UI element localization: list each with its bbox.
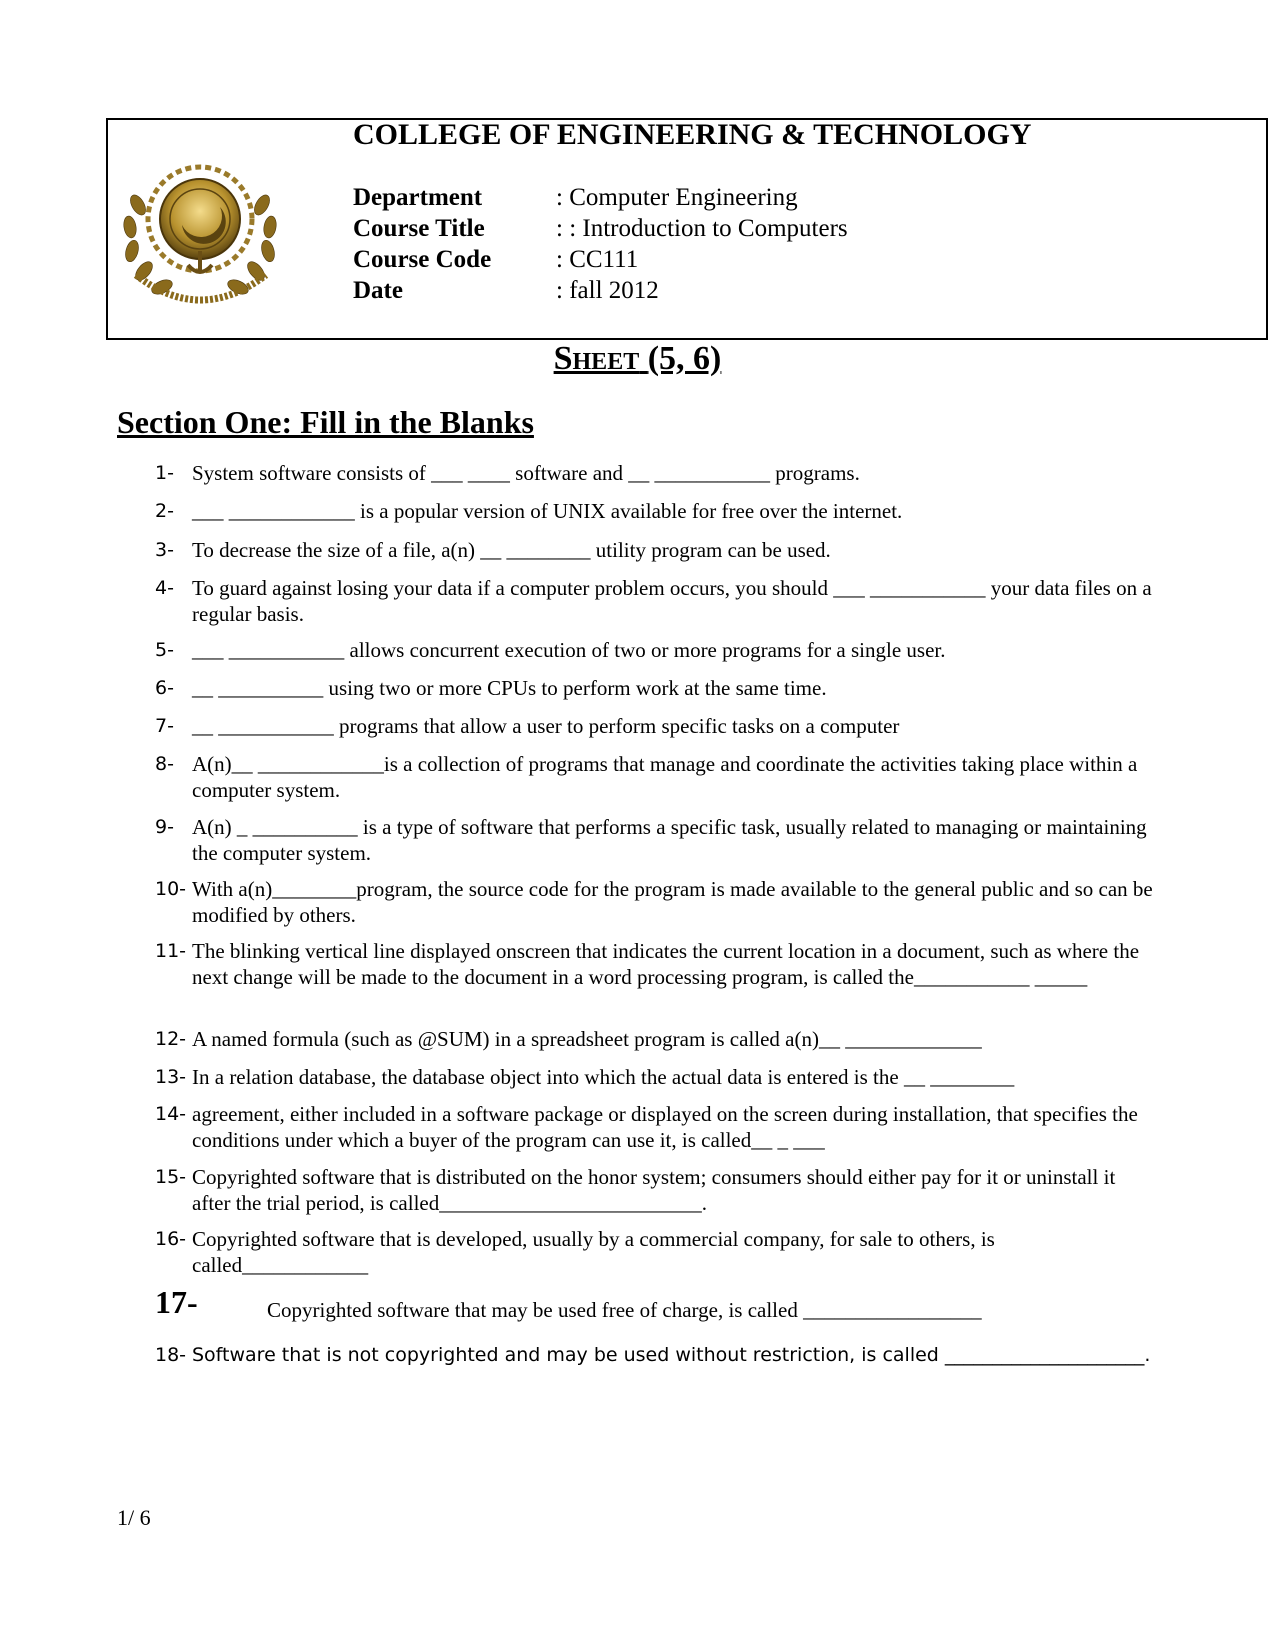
info-value: : fall 2012 bbox=[556, 277, 659, 304]
question-number: 8- bbox=[155, 753, 174, 775]
page-number: 1/ 6 bbox=[117, 1505, 151, 1530]
question-number: 3- bbox=[155, 539, 174, 561]
question-number: 6- bbox=[155, 677, 174, 699]
question-number: 11- bbox=[155, 940, 187, 962]
question-number: 12- bbox=[155, 1028, 187, 1050]
question-number: 4- bbox=[155, 577, 174, 599]
info-value: : Computer Engineering bbox=[556, 184, 798, 211]
question-text: To guard against losing your data if a computer problem occurs, you should ___ ___________ your data files on a regular basis. bbox=[192, 576, 1152, 626]
question-number: 13- bbox=[155, 1066, 187, 1088]
question-text: Software that is not copyrighted and may be used without restriction, is called _____________________. bbox=[192, 1344, 1151, 1366]
info-label: Course Code bbox=[353, 246, 492, 273]
question-text: A(n)__ ____________is a collection of programs that manage and coordinate the activities taking place within a computer system. bbox=[192, 752, 1138, 802]
question-text: agreement, either included in a software package or displayed on the screen during installation, that specifies the conditions under which a buyer of the program can use it, is called__ _ ___ bbox=[192, 1102, 1138, 1152]
info-label: Date bbox=[353, 277, 403, 304]
question-text: The blinking vertical line displayed onscreen that indicates the current location in a document, such as where the next change will be made to the document in a word processing program, is called the___________ _____ bbox=[192, 939, 1140, 989]
question-text: ___ ___________ allows concurrent execution of two or more programs for a single user. bbox=[192, 638, 946, 662]
question-number: 16- bbox=[155, 1228, 187, 1250]
question-number: 15- bbox=[155, 1166, 187, 1188]
info-label: Department bbox=[353, 184, 483, 211]
info-value: : CC111 bbox=[556, 246, 639, 273]
question-text: With a(n)________program, the source code for the program is made available to the general public and so can be modified by others. bbox=[192, 877, 1153, 927]
question-number: 18- bbox=[155, 1344, 187, 1366]
question-number: 17- bbox=[155, 1284, 198, 1320]
sheet-numbers: (5, 6) bbox=[647, 340, 722, 377]
section-title: Section One: Fill in the Blanks bbox=[117, 404, 534, 440]
question-number: 2- bbox=[155, 500, 174, 522]
university-seal-icon bbox=[116, 155, 284, 313]
question-number: 5- bbox=[155, 639, 174, 661]
question-text: A named formula (such as @SUM) in a spreadsheet program is called a(n)__ _____________ bbox=[192, 1027, 982, 1051]
question-number: 1- bbox=[155, 462, 174, 484]
question-text: To decrease the size of a file, a(n) __ ________ utility program can be used. bbox=[192, 538, 831, 562]
college-name: COLLEGE OF ENGINEERING & TECHNOLOGY bbox=[353, 118, 1032, 151]
question-text: In a relation database, the database object into which the actual data is entered is the __ ________ bbox=[192, 1065, 1015, 1089]
info-value: : : Introduction to Computers bbox=[556, 215, 848, 242]
sheet-title bbox=[0, 340, 1275, 378]
question-text: Copyrighted software that is developed, usually by a commercial company, for sale to others, is called____________ bbox=[192, 1227, 995, 1277]
sheet-word: Sheet bbox=[553, 340, 640, 377]
question-text: A(n) _ __________ is a type of software that performs a specific task, usually related to managing or maintaining the computer system. bbox=[192, 815, 1147, 865]
question-text: System software consists of ___ ____ software and __ ___________ programs. bbox=[192, 461, 860, 485]
question-text: __ __________ using two or more CPUs to perform work at the same time. bbox=[192, 676, 827, 700]
question-text: Copyrighted software that is distributed on the honor system; consumers should either pay for it or uninstall it after the trial period, is called_________________________. bbox=[192, 1165, 1116, 1215]
info-label: Course Title bbox=[353, 215, 485, 242]
question-text: Copyrighted software that may be used free of charge, is called _________________ bbox=[267, 1298, 982, 1322]
question-number: 9- bbox=[155, 816, 174, 838]
question-number: 7- bbox=[155, 715, 174, 737]
question-number: 14- bbox=[155, 1103, 187, 1125]
question-text: ___ ____________ is a popular version of UNIX available for free over the internet. bbox=[192, 499, 903, 523]
question-number: 10- bbox=[155, 878, 187, 900]
question-text: __ ___________ programs that allow a user to perform specific tasks on a computer bbox=[192, 714, 900, 738]
